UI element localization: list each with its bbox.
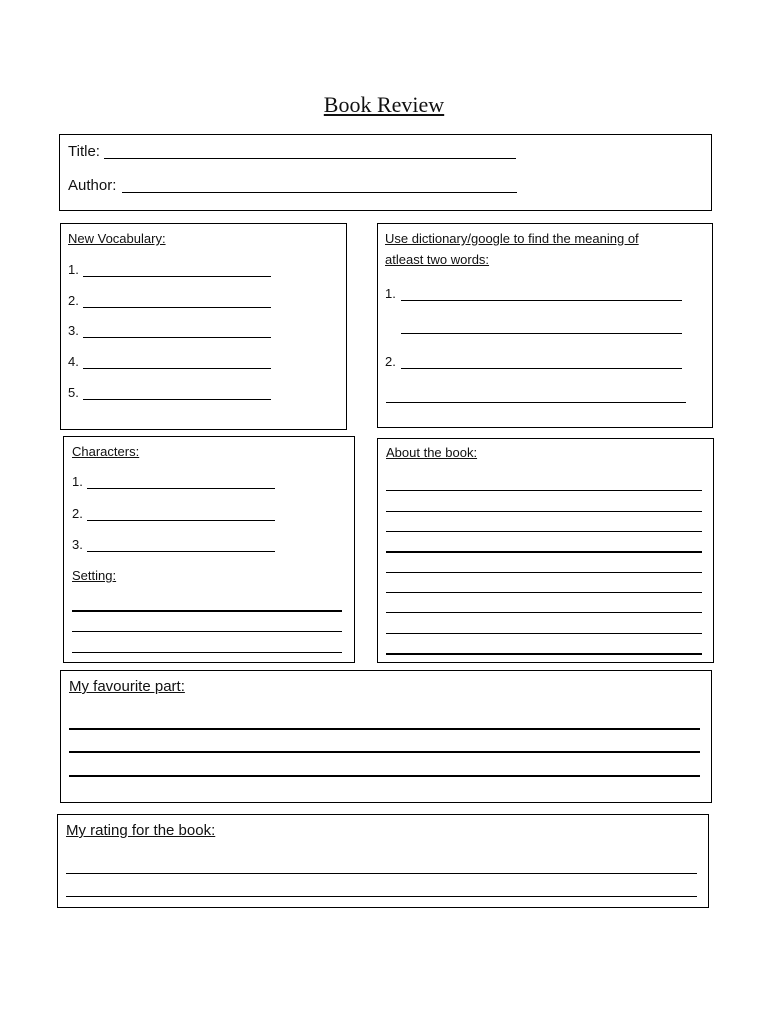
character-line-1[interactable] xyxy=(87,488,275,489)
setting-line-3[interactable] xyxy=(72,652,342,653)
vocabulary-number-2: 2. xyxy=(68,293,79,308)
about-line-3[interactable] xyxy=(386,531,702,532)
about-line-5[interactable] xyxy=(386,572,702,573)
title-label: Title: xyxy=(68,143,100,160)
author-label: Author: xyxy=(68,177,117,194)
characters-box xyxy=(63,436,355,663)
dictionary-line-1b[interactable] xyxy=(401,333,682,334)
vocabulary-line-1[interactable] xyxy=(83,276,271,277)
favourite-heading: My favourite part: xyxy=(69,678,185,695)
vocabulary-number-4: 4. xyxy=(68,354,79,369)
character-number-3: 3. xyxy=(72,537,83,552)
about-line-1[interactable] xyxy=(386,490,702,491)
character-number-1: 1. xyxy=(72,474,83,489)
vocabulary-number-5: 5. xyxy=(68,385,79,400)
favourite-line-2[interactable] xyxy=(69,751,700,753)
setting-line-2[interactable] xyxy=(72,631,342,632)
vocabulary-heading: New Vocabulary: xyxy=(68,231,166,246)
vocabulary-line-3[interactable] xyxy=(83,337,271,338)
dictionary-heading-line-1: Use dictionary/google to find the meaning of xyxy=(385,231,639,246)
favourite-line-3[interactable] xyxy=(69,775,700,777)
book-info-box xyxy=(59,134,712,211)
favourite-line-1[interactable] xyxy=(69,728,700,730)
about-line-2[interactable] xyxy=(386,511,702,512)
page-title: Book Review xyxy=(323,92,445,117)
about-heading: About the book: xyxy=(386,445,478,460)
about-line-7[interactable] xyxy=(386,612,702,613)
rating-line-2[interactable] xyxy=(66,896,697,897)
dictionary-line-2a[interactable] xyxy=(401,368,682,369)
setting-label: Setting: xyxy=(72,568,117,583)
rating-line-1[interactable] xyxy=(66,873,697,874)
vocabulary-number-3: 3. xyxy=(68,323,79,338)
dictionary-number-1: 1. xyxy=(385,286,396,301)
dictionary-line-1a[interactable] xyxy=(401,300,682,301)
rating-heading: My rating for the book: xyxy=(66,822,216,839)
about-line-6[interactable] xyxy=(386,592,702,593)
dictionary-number-2: 2. xyxy=(385,354,396,369)
vocabulary-line-5[interactable] xyxy=(83,399,271,400)
dictionary-heading-line-2: atleast two words: xyxy=(385,252,490,267)
vocabulary-line-4[interactable] xyxy=(83,368,271,369)
character-line-3[interactable] xyxy=(87,551,275,552)
title-field[interactable] xyxy=(104,158,516,159)
about-line-9[interactable] xyxy=(386,653,702,655)
character-line-2[interactable] xyxy=(87,520,275,521)
about-line-4[interactable] xyxy=(386,551,702,553)
vocabulary-line-2[interactable] xyxy=(83,307,271,308)
author-field[interactable] xyxy=(122,192,517,193)
vocabulary-number-1: 1. xyxy=(68,262,79,277)
character-number-2: 2. xyxy=(72,506,83,521)
setting-line-1[interactable] xyxy=(72,610,342,612)
characters-heading: Characters: xyxy=(72,444,140,459)
about-line-8[interactable] xyxy=(386,633,702,634)
dictionary-line-2b[interactable] xyxy=(386,402,686,403)
